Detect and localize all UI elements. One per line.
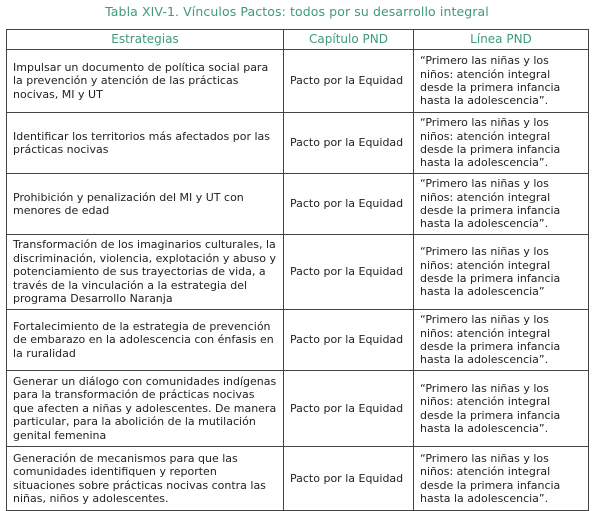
strategies-table: [6, 29, 589, 511]
line-cell: “Primero las niñas y los niños: atención integral desde la primera infancia hasta la adolescencia”.: [414, 310, 589, 371]
strategy-cell: Fortalecimiento de la estrategia de prevención de embarazo en la adolescencia con énfasis en la ruralidad: [7, 310, 284, 371]
chapter-cell: Pacto por la Equidad: [284, 235, 414, 310]
strategy-cell: Transformación de los imaginarios culturales, la discriminación, violencia, explotación y abuso y potenciamiento de sus trayectorias de vida, a través de la vinculación a la estrategia del programa Desarrollo Naranja: [7, 235, 284, 310]
line-cell: “Primero las niñas y los niños: atención integral desde la primera infancia hasta la adolescencia”.: [414, 50, 589, 113]
table-row: [7, 174, 589, 235]
table-row: [7, 371, 589, 447]
chapter-cell: Pacto por la Equidad: [284, 174, 414, 235]
line-cell: “Primero las niñas y los niños: atención integral desde la primera infancia hasta la adolescencia”.: [414, 174, 589, 235]
strategy-cell: Impulsar un documento de política social para la prevención y atención de las prácticas nocivas, MI y UT: [7, 50, 284, 113]
strategy-cell: Generación de mecanismos para que las comunidades identifiquen y reporten situaciones sobre prácticas nocivas contra las niñas, niños y adolescentes.: [7, 447, 284, 511]
chapter-cell: Pacto por la Equidad: [284, 50, 414, 113]
table-row: [7, 235, 589, 310]
table-row: [7, 310, 589, 371]
line-cell: “Primero las niñas y los niños: atención integral desde la primera infancia hasta la adolescencia”.: [414, 113, 589, 174]
header-strategies: Estrategias: [7, 30, 284, 50]
chapter-cell: Pacto por la Equidad: [284, 113, 414, 174]
strategy-cell: Prohibición y penalización del MI y UT con menores de edad: [7, 174, 284, 235]
chapter-cell: Pacto por la Equidad: [284, 310, 414, 371]
table-row: [7, 447, 589, 511]
table-header-row: [7, 30, 589, 50]
line-cell: “Primero las niñas y los niños: atención integral desde la primera infancia hasta la adolescencia”.: [414, 371, 589, 447]
strategy-cell: Identificar los territorios más afectados por las prácticas nocivas: [7, 113, 284, 174]
header-line: Línea PND: [414, 30, 589, 50]
chapter-cell: Pacto por la Equidad: [284, 447, 414, 511]
line-cell: “Primero las niñas y los niños: atención integral desde la primera infancia hasta la adolescencia”.: [414, 447, 589, 511]
table-row: [7, 113, 589, 174]
header-chapter: Capítulo PND: [284, 30, 414, 50]
table-row: [7, 50, 589, 113]
strategy-cell: Generar un diálogo con comunidades indígenas para la transformación de prácticas nocivas que afecten a niñas y adolescentes. De manera particular, para la abolición de la mutilación genital femenina: [7, 371, 284, 447]
line-cell: “Primero las niñas y los niños: atención integral desde la primera infancia hasta la adolescencia”: [414, 235, 589, 310]
table-caption: Tabla XIV-1. Vínculos Pactos: todos por su desarrollo integral: [105, 4, 489, 19]
chapter-cell: Pacto por la Equidad: [284, 371, 414, 447]
